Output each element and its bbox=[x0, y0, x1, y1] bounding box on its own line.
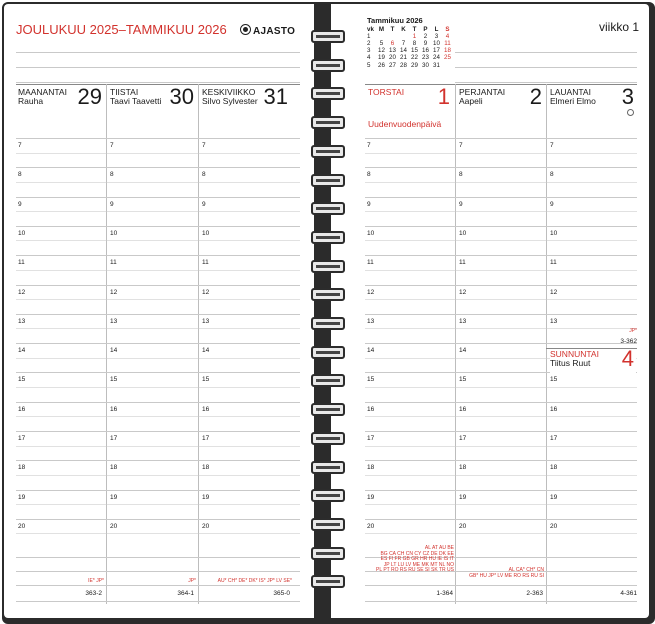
half-hour-line bbox=[16, 475, 300, 476]
hour-label: 18 bbox=[202, 464, 210, 472]
spiral-ring bbox=[310, 145, 346, 159]
hour-label: 19 bbox=[202, 493, 210, 501]
half-hour-line bbox=[365, 533, 637, 534]
hour-label: 9 bbox=[550, 200, 554, 208]
hour-line bbox=[365, 402, 637, 403]
hour-label: 12 bbox=[202, 288, 210, 296]
half-hour-line bbox=[16, 416, 300, 417]
holiday-name: Uudenvuodenpäivä bbox=[368, 119, 442, 129]
hour-label: 10 bbox=[18, 229, 26, 237]
spiral-ring bbox=[310, 30, 346, 44]
hour-line bbox=[16, 460, 300, 461]
hour-label: 9 bbox=[110, 200, 114, 208]
spiral-ring bbox=[310, 518, 346, 532]
hour-label: 16 bbox=[367, 405, 375, 413]
hour-line bbox=[16, 314, 300, 315]
spiral-ring bbox=[310, 260, 346, 274]
half-hour-line bbox=[16, 504, 300, 505]
hour-label: 14 bbox=[110, 347, 118, 355]
hour-label: 11 bbox=[202, 259, 209, 267]
hour-label: 13 bbox=[459, 317, 467, 325]
hour-line bbox=[16, 372, 300, 373]
spiral-ring bbox=[310, 116, 346, 130]
spiral-ring bbox=[310, 174, 346, 188]
hour-label: 10 bbox=[202, 229, 210, 237]
spiral-ring bbox=[310, 87, 346, 101]
hour-label: 13 bbox=[550, 317, 558, 325]
hour-line bbox=[365, 285, 637, 286]
day-header-thursday: TORSTAI 1 bbox=[368, 84, 450, 109]
hour-label: 9 bbox=[18, 200, 22, 208]
spiral-ring bbox=[310, 403, 346, 417]
hour-line bbox=[365, 226, 637, 227]
hour-label: 10 bbox=[367, 229, 375, 237]
hour-label: 7 bbox=[459, 142, 463, 149]
mini-calendar: Tammikuu 2026 vk M T K T P L S 1 1 2 3 4 2 5 6 7 8 9 10 11 3 12 13 14 15 16 17 18 4 19 20 21 22 23 24 25 5 26 27 28 29 30 31 bbox=[367, 17, 453, 69]
spiral-ring bbox=[310, 59, 346, 73]
hour-label: 11 bbox=[18, 259, 25, 267]
hour-label: 16 bbox=[202, 405, 210, 413]
half-hour-line bbox=[365, 446, 637, 447]
hour-label: 15 bbox=[202, 376, 210, 384]
hour-label: 20 bbox=[110, 522, 118, 530]
hour-label: 15 bbox=[367, 376, 375, 384]
half-hour-line bbox=[16, 211, 300, 212]
holiday-codes: JP* bbox=[188, 578, 196, 584]
hour-label: 16 bbox=[550, 405, 558, 413]
right-page bbox=[331, 4, 649, 618]
day-of-year: 2-363 bbox=[526, 590, 543, 597]
right-notes-area[interactable] bbox=[455, 38, 637, 83]
hour-label: 11 bbox=[459, 259, 466, 267]
hour-label: 19 bbox=[459, 493, 467, 501]
hour-label: 19 bbox=[18, 493, 26, 501]
half-hour-line bbox=[365, 387, 637, 388]
hour-label: 13 bbox=[202, 317, 210, 325]
hour-label: 9 bbox=[459, 200, 463, 208]
hour-label: 16 bbox=[18, 405, 26, 413]
hour-label: 18 bbox=[550, 464, 558, 472]
hour-label: 8 bbox=[367, 171, 371, 179]
hour-label: 11 bbox=[110, 259, 117, 267]
hour-line bbox=[16, 519, 300, 520]
half-hour-line bbox=[16, 328, 300, 329]
logo-mark-icon bbox=[240, 24, 251, 35]
hour-label: 20 bbox=[550, 522, 558, 530]
hour-label: 7 bbox=[367, 142, 371, 149]
mini-calendar-week: 2 5 6 7 8 9 10 11 bbox=[367, 40, 451, 48]
hour-label: 9 bbox=[202, 200, 206, 208]
half-hour-line bbox=[16, 387, 300, 388]
hour-label: 16 bbox=[459, 405, 467, 413]
spiral-ring bbox=[310, 461, 346, 475]
day-header-sunday: SUNNUNTAI Tiitus Ruut 4 bbox=[550, 350, 636, 374]
left-notes-area[interactable] bbox=[16, 38, 300, 83]
day-of-year: 3-362 bbox=[620, 338, 637, 345]
hour-label: 10 bbox=[550, 229, 558, 237]
footer-line bbox=[365, 585, 637, 586]
hour-label: 19 bbox=[550, 493, 558, 501]
hour-label: 16 bbox=[110, 405, 118, 413]
half-hour-line bbox=[365, 211, 637, 212]
day-header-saturday: LAUANTAI Elmeri Elmo 3 bbox=[550, 84, 634, 109]
hour-label: 13 bbox=[110, 317, 118, 325]
spiral-ring bbox=[310, 231, 346, 245]
hour-label: 17 bbox=[18, 435, 26, 442]
day-number: 4 bbox=[621, 346, 634, 371]
hour-line bbox=[16, 343, 300, 344]
day-header-wednesday: KESKIVIIKKO Silvo Sylvester 31 bbox=[202, 84, 288, 109]
half-hour-line bbox=[16, 153, 300, 154]
ajasto-logo: AJASTO bbox=[240, 24, 295, 37]
hour-label: 18 bbox=[110, 464, 118, 472]
hour-label: 11 bbox=[550, 259, 557, 267]
spiral-ring bbox=[310, 346, 346, 360]
spiral-ring bbox=[310, 317, 346, 331]
hour-label: 14 bbox=[459, 347, 467, 355]
spiral-ring bbox=[310, 432, 346, 446]
hour-line bbox=[16, 167, 300, 168]
hour-label: 9 bbox=[367, 200, 371, 208]
hour-line bbox=[365, 431, 637, 432]
hour-label: 10 bbox=[110, 229, 118, 237]
mini-calendar-week: 4 19 20 21 22 23 24 25 bbox=[367, 54, 451, 62]
half-hour-line bbox=[365, 416, 637, 417]
hour-label: 15 bbox=[550, 376, 558, 384]
hour-label: 17 bbox=[202, 435, 210, 442]
hour-label: 19 bbox=[367, 493, 375, 501]
hour-label: 17 bbox=[110, 435, 118, 442]
hour-line bbox=[16, 431, 300, 432]
footer-line bbox=[16, 571, 300, 572]
half-hour-line bbox=[365, 475, 637, 476]
spiral-ring bbox=[310, 288, 346, 302]
footer-line bbox=[16, 601, 300, 602]
footer-line bbox=[16, 557, 300, 558]
half-hour-line bbox=[16, 299, 300, 300]
hour-label: 12 bbox=[110, 288, 118, 296]
hour-line bbox=[16, 285, 300, 286]
half-hour-line bbox=[16, 446, 300, 447]
hour-label: 8 bbox=[18, 171, 22, 179]
half-hour-line bbox=[365, 153, 637, 154]
hour-label: 7 bbox=[202, 142, 206, 149]
hour-label: 7 bbox=[550, 142, 554, 149]
hour-line bbox=[365, 490, 637, 491]
hour-line bbox=[365, 197, 637, 198]
hour-label: 12 bbox=[459, 288, 467, 296]
hour-label: 14 bbox=[367, 347, 375, 355]
day-header-tuesday: TIISTAI Taavi Taavetti 30 bbox=[110, 84, 194, 109]
mini-calendar-week: 3 12 13 14 15 16 17 18 bbox=[367, 47, 451, 55]
hour-label: 13 bbox=[18, 317, 26, 325]
hour-line bbox=[365, 255, 637, 256]
hour-label: 18 bbox=[18, 464, 26, 472]
hour-label: 20 bbox=[367, 522, 375, 530]
moon-phase-icon bbox=[627, 109, 634, 116]
day-header-monday: MAANANTAI Rauha 29 bbox=[18, 84, 102, 109]
hour-label: 7 bbox=[18, 142, 22, 149]
hour-label: 17 bbox=[459, 435, 467, 442]
hour-line bbox=[365, 138, 637, 139]
day-number: 29 bbox=[77, 84, 102, 109]
holiday-codes: IE* JP* bbox=[88, 578, 104, 584]
day-number: 30 bbox=[169, 84, 194, 109]
day-number: 31 bbox=[263, 84, 288, 109]
week-label: viikko 1 bbox=[598, 20, 639, 34]
hour-label: 19 bbox=[110, 493, 118, 501]
mini-calendar-header: vk M T K T P L S bbox=[367, 26, 450, 34]
mini-calendar-week: 5 26 27 28 29 30 31 bbox=[367, 61, 440, 69]
hour-label: 11 bbox=[367, 259, 374, 267]
hour-label: 20 bbox=[18, 522, 26, 530]
day-header-friday: PERJANTAI Aapeli 2 bbox=[459, 84, 542, 109]
hour-label: 15 bbox=[110, 376, 118, 384]
hour-label: 10 bbox=[459, 229, 467, 237]
hour-label: 20 bbox=[459, 522, 467, 530]
day-of-year: 364-1 bbox=[177, 590, 194, 597]
mini-calendar-week: 1 1 2 3 4 bbox=[367, 33, 450, 41]
hour-label: 20 bbox=[202, 522, 210, 530]
half-hour-line bbox=[16, 240, 300, 241]
day-of-year: 4-361 bbox=[620, 590, 637, 597]
spiral-ring bbox=[310, 575, 346, 589]
half-hour-line bbox=[16, 182, 300, 183]
half-hour-line bbox=[365, 504, 637, 505]
hour-line bbox=[365, 460, 637, 461]
day-number: 3 bbox=[621, 84, 634, 109]
hour-label: 8 bbox=[550, 171, 554, 179]
hour-line bbox=[365, 519, 637, 520]
day-of-year: 363-2 bbox=[85, 590, 102, 597]
hour-label: 17 bbox=[550, 435, 558, 442]
day-number: 2 bbox=[529, 84, 542, 109]
hour-label: 18 bbox=[459, 464, 467, 472]
half-hour-line bbox=[365, 182, 637, 183]
hour-line bbox=[16, 138, 300, 139]
hour-label: 12 bbox=[18, 288, 26, 296]
hour-label: 12 bbox=[550, 288, 558, 296]
half-hour-line bbox=[365, 299, 637, 300]
hour-label: 8 bbox=[459, 171, 463, 179]
hour-label: 8 bbox=[110, 171, 114, 179]
footer-line bbox=[16, 585, 300, 586]
spiral-ring bbox=[310, 547, 346, 561]
hour-label: 8 bbox=[202, 171, 206, 179]
hour-label: 13 bbox=[367, 317, 375, 325]
hour-line bbox=[16, 490, 300, 491]
half-hour-line bbox=[365, 270, 637, 271]
month-title: JOULUKUU 2025–TAMMIKUU 2026 bbox=[16, 22, 227, 37]
footer-line bbox=[365, 601, 637, 602]
hour-line bbox=[16, 197, 300, 198]
half-hour-line bbox=[365, 240, 637, 241]
hour-line bbox=[16, 255, 300, 256]
hour-label: 14 bbox=[202, 347, 210, 355]
hour-line bbox=[16, 402, 300, 403]
spiral-ring bbox=[310, 374, 346, 388]
hour-line bbox=[365, 167, 637, 168]
holiday-codes-friday: AL CA* CH* CN GB* HU JP* LV ME RO RS RU SI bbox=[469, 567, 544, 579]
hour-label: 12 bbox=[367, 288, 375, 296]
holiday-codes: AU* CH* DE* DK* IS* JP* LV SE* bbox=[217, 578, 292, 584]
half-hour-line bbox=[365, 328, 637, 329]
holiday-codes: JP* bbox=[629, 328, 637, 334]
hour-label: 7 bbox=[110, 142, 114, 149]
half-hour-line bbox=[16, 358, 300, 359]
hour-label: 15 bbox=[459, 376, 467, 384]
holiday-codes-thursday: AL AT AU BE BG CA CH CN CY CZ DE DK EE ES FI FR GB GR HR HU IE IS IT JP LT LU LV ME MK MT NL NO PL PT RO RS RU SE SI SK TR US bbox=[376, 545, 454, 573]
day-of-year: 1-364 bbox=[436, 590, 453, 597]
day-number: 1 bbox=[437, 84, 450, 109]
spiral-ring bbox=[310, 489, 346, 503]
hour-label: 17 bbox=[367, 435, 375, 442]
left-page bbox=[4, 4, 314, 618]
hour-line bbox=[365, 314, 637, 315]
half-hour-line bbox=[16, 270, 300, 271]
hour-label: 14 bbox=[18, 347, 26, 355]
spiral-ring bbox=[310, 202, 346, 216]
hour-label: 18 bbox=[367, 464, 375, 472]
hour-line bbox=[16, 226, 300, 227]
day-of-year: 365-0 bbox=[273, 590, 290, 597]
half-hour-line bbox=[16, 533, 300, 534]
hour-label: 15 bbox=[18, 376, 26, 384]
